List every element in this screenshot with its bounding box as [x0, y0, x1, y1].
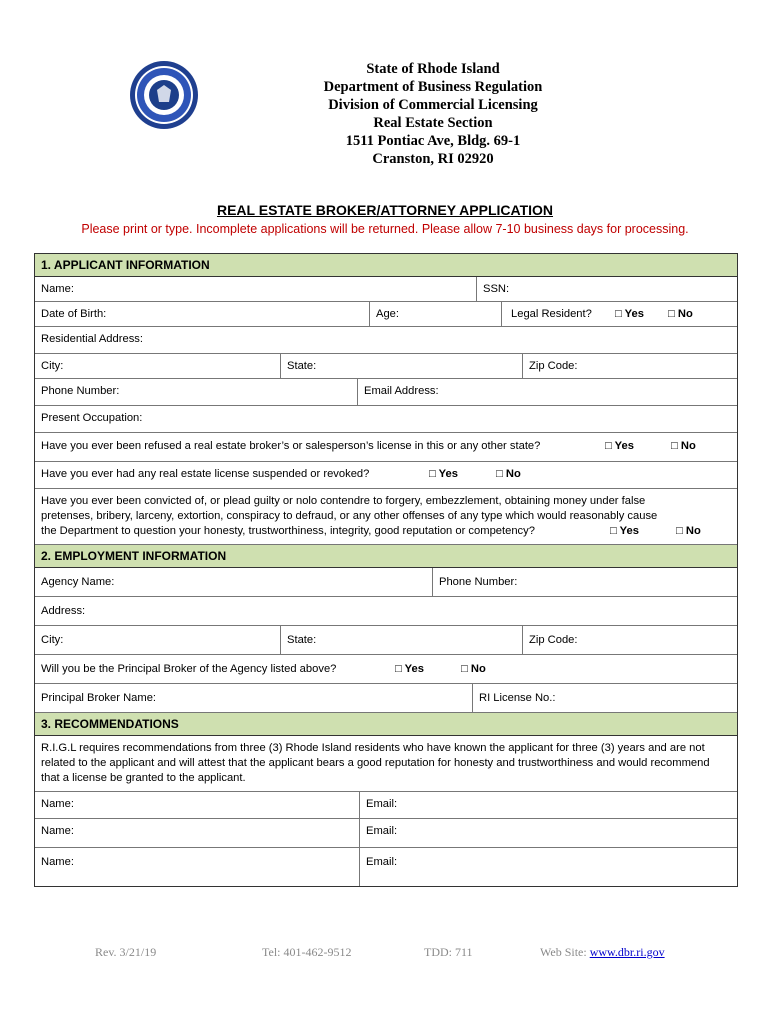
header-line: Department of Business Regulation [323, 79, 543, 95]
dob-age-resident-row [35, 302, 737, 327]
principal-broker-row [35, 684, 737, 713]
tdd-number: TDD: 711 [424, 945, 473, 959]
header-line: Real Estate Section [373, 115, 493, 131]
suspended-yes-checkbox[interactable]: □ Yes [429, 468, 458, 480]
city-label: City: [41, 360, 64, 372]
agency-header [0, 60, 770, 168]
agency-phone-field[interactable] [433, 568, 737, 596]
agency-address-row [35, 597, 737, 626]
recommendation-email-field[interactable] [360, 848, 737, 886]
residential-address-label: Residential Address: [41, 333, 143, 345]
city-state-zip-row [35, 354, 737, 379]
license-number-label: RI License No.: [479, 692, 556, 704]
principal-broker-name-label: Principal Broker Name: [41, 692, 157, 704]
header-line: Cranston, RI 02920 [372, 151, 494, 167]
email-field[interactable] [358, 379, 737, 405]
phone-label: Phone Number: [41, 385, 120, 397]
suspended-no-checkbox[interactable]: □ No [496, 468, 521, 480]
legal-resident-yes-checkbox[interactable]: □ Yes [615, 308, 644, 320]
convicted-no-checkbox[interactable]: □ No [676, 525, 701, 537]
refused-question [35, 433, 737, 461]
recommendation-name-field[interactable] [35, 819, 360, 847]
telephone: Tel: 401-462-9512 [262, 945, 352, 959]
name-field[interactable] [35, 277, 477, 301]
convicted-yes-checkbox[interactable]: □ Yes [610, 525, 639, 537]
website-label: Web Site: [540, 945, 587, 959]
agency-zip-field[interactable] [523, 626, 737, 654]
application-form [34, 253, 738, 887]
recommendation-name-field[interactable] [35, 792, 360, 818]
agency-address-label: Address: [41, 605, 86, 617]
principal-broker-question [35, 655, 737, 683]
agency-state-label: State: [287, 634, 317, 646]
website [540, 945, 665, 960]
recommendation-email-field[interactable] [360, 792, 737, 818]
agency-city-state-zip-row [35, 626, 737, 655]
recommendation-name-label: Name: [41, 856, 74, 868]
convicted-question-text: Have you ever been convicted of, or plead guilty or nolo contendre to forgery, embezzlement, obtaining money under false pretenses, bribery, larceny, extortion, conspiracy to defraud, or any other offenses of any type which would reasonably cause the Department to question your honesty, trustworthiness, integrity, good reputation or competency? [41, 495, 658, 537]
zip-label: Zip Code: [529, 360, 578, 372]
recommendation-email-label: Email: [366, 825, 398, 837]
principal-yes-checkbox[interactable]: □ Yes [395, 663, 424, 675]
ssn-field[interactable] [477, 277, 737, 301]
recommendation-row [35, 792, 737, 819]
residential-address-row [35, 327, 737, 354]
agency-city-label: City: [41, 634, 64, 646]
recommendation-name-field[interactable] [35, 848, 360, 886]
section-heading-employment: 2. EMPLOYMENT INFORMATION [35, 545, 737, 568]
convicted-question-row [35, 489, 737, 545]
recommendation-email-label: Email: [366, 798, 398, 810]
recommendation-name-label: Name: [41, 798, 74, 810]
agency-city-field[interactable] [35, 626, 281, 654]
revision-date: Rev. 3/21/19 [95, 945, 157, 959]
agency-phone-row [35, 568, 737, 597]
agency-phone-label: Phone Number: [439, 576, 518, 588]
section-heading-recommendations: 3. RECOMMENDATIONS [35, 713, 737, 736]
refused-no-checkbox[interactable]: □ No [671, 440, 696, 452]
recommendation-email-field[interactable] [360, 819, 737, 847]
state-label: State: [287, 360, 317, 372]
agency-name-label: Agency Name: [41, 576, 115, 588]
section-heading-applicant: 1. APPLICANT INFORMATION [35, 254, 737, 277]
header-line: State of Rhode Island [366, 61, 500, 77]
header-line: Division of Commercial Licensing [328, 97, 538, 113]
legal-resident-field [502, 302, 737, 326]
recommendations-text: R.I.G.L requires recommendations from three (3) Rhode Island residents who have known the applicant for three (3) years and are not related to the applicant and will attest that the applicant bears a good reputation for honesty and trustworthiness and would recommend that a license be granted to the applicant. [35, 736, 737, 792]
city-field[interactable] [35, 354, 281, 378]
zip-field[interactable] [523, 354, 737, 378]
suspended-question-row [35, 462, 737, 489]
state-field[interactable] [281, 354, 523, 378]
suspended-question [35, 462, 737, 488]
agency-address-field[interactable] [35, 597, 737, 625]
recommendation-name-label: Name: [41, 825, 74, 837]
header-line: 1511 Pontiac Ave, Bldg. 69-1 [345, 133, 521, 149]
suspended-question-text: Have you ever had any real estate license suspended or revoked? [41, 468, 370, 480]
refused-question-text: Have you ever been refused a real estate broker’s or salesperson’s license in this or any other state? [41, 440, 541, 452]
form-title: REAL ESTATE BROKER/ATTORNEY APPLICATION [216, 202, 554, 218]
ssn-label: SSN: [483, 283, 510, 295]
occupation-row [35, 406, 737, 433]
agency-name-field[interactable] [35, 568, 433, 596]
name-label: Name: [41, 283, 74, 295]
recommendation-email-label: Email: [366, 856, 398, 868]
email-label: Email Address: [364, 385, 439, 397]
website-link[interactable]: www.dbr.ri.gov [589, 945, 665, 959]
occupation-label: Present Occupation: [41, 412, 143, 424]
dob-label: Date of Birth: [41, 308, 107, 320]
age-field[interactable] [370, 302, 502, 326]
license-number-field[interactable] [473, 684, 737, 712]
principal-no-checkbox[interactable]: □ No [461, 663, 486, 675]
refused-yes-checkbox[interactable]: □ Yes [605, 440, 634, 452]
principal-broker-question-text: Will you be the Principal Broker of the Agency listed above? [41, 663, 337, 675]
residential-address-field[interactable] [35, 327, 737, 353]
principal-broker-question-row [35, 655, 737, 684]
dob-field[interactable] [35, 302, 370, 326]
name-ssn-row [35, 277, 737, 302]
agency-state-field[interactable] [281, 626, 523, 654]
legal-resident-label: Legal Resident? [511, 308, 592, 320]
principal-broker-name-field[interactable] [35, 684, 473, 712]
agency-zip-label: Zip Code: [529, 634, 578, 646]
legal-resident-no-checkbox[interactable]: □ No [668, 308, 693, 320]
age-label: Age: [376, 308, 400, 320]
form-instructions: Please print or type. Incomplete applications will be returned. Please allow 7-10 business days for processing. [81, 222, 689, 236]
phone-field[interactable] [35, 379, 358, 405]
occupation-field[interactable] [35, 406, 737, 432]
phone-email-row [35, 379, 737, 406]
refused-question-row [35, 433, 737, 462]
recommendation-row [35, 819, 737, 848]
recommendation-row [35, 848, 737, 886]
